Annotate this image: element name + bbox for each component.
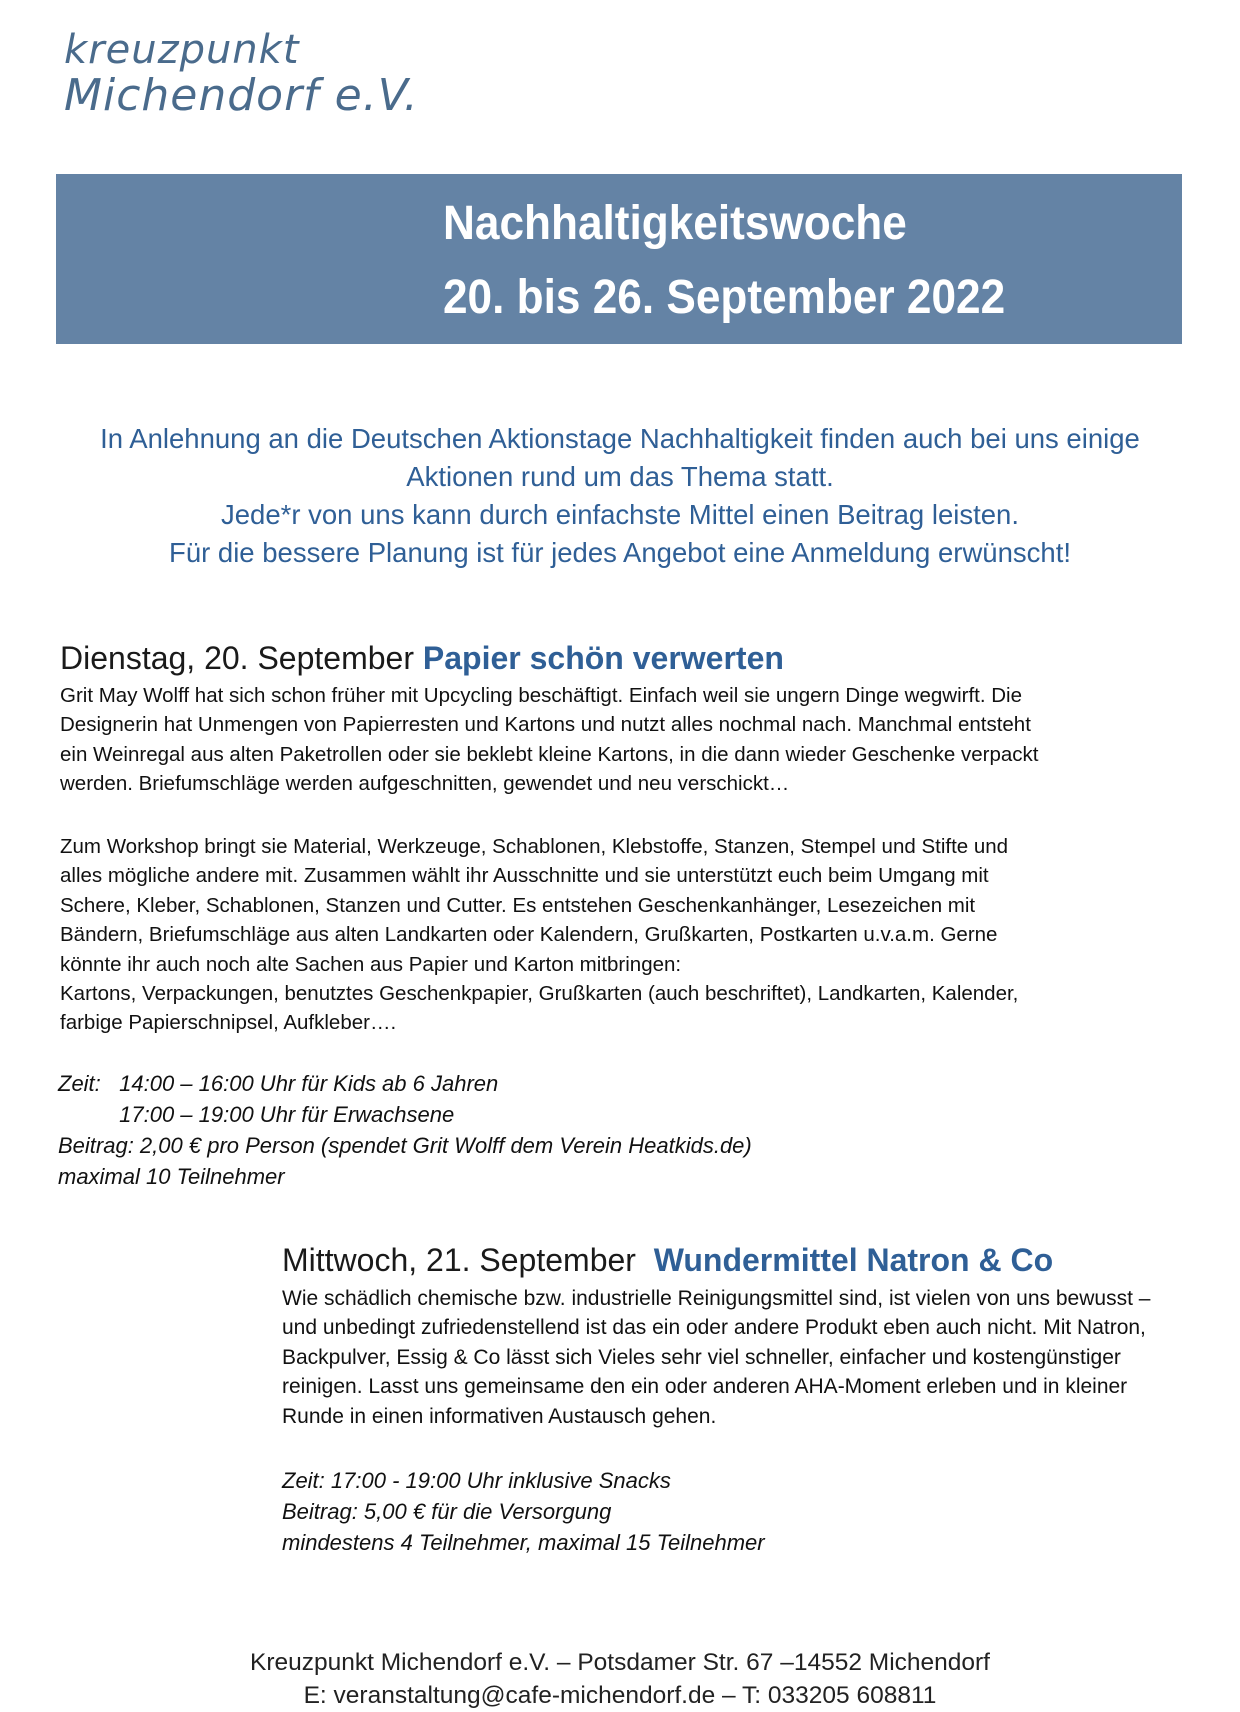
footer-contact: E: veranstaltung@cafe-michendorf.de – T: 033205 608811 <box>303 1682 937 1709</box>
text-line: reinigen. Lasst uns gemeinsame den ein oder anderen AHA-Moment erleben und in kleiner <box>282 1375 1128 1399</box>
intro-text <box>40 420 1200 572</box>
event1-title: Papier schön verwerten <box>422 640 784 676</box>
event1-paragraph-1 <box>60 681 1039 799</box>
text-line: Designerin hat Unmengen von Papierresten und Kartons und nutzt alles nochmal nach. Manchmal entsteht <box>60 713 1031 737</box>
detail-line: Zeit: 14:00 – 16:00 Uhr für Kids ab 6 Jahren <box>58 1071 499 1096</box>
text-line: werden. Briefumschläge werden aufgeschnitten, gewendet und neu verschickt… <box>60 772 790 796</box>
event2-day: Mittwoch, 21. September <box>282 1242 645 1278</box>
event1-heading <box>60 638 784 678</box>
footer-address: Kreuzpunkt Michendorf e.V. – Potsdamer Str. 67 –14552 Michendorf <box>250 1649 990 1676</box>
detail-line: mindestens 4 Teilnehmer, maximal 15 Teilnehmer <box>282 1530 765 1555</box>
logo-line-2: Michendorf e.V. <box>64 70 419 121</box>
text-line: Kartons, Verpackungen, benutztes Geschenkpapier, Grußkarten (auch beschriftet), Landkarten, Kalender, <box>60 982 1019 1006</box>
detail-line: Zeit: 17:00 - 19:00 Uhr inklusive Snacks <box>282 1468 671 1493</box>
text-line: Zum Workshop bringt sie Material, Werkzeuge, Schablonen, Klebstoffe, Stanzen, Stempel und Stifte und <box>60 835 1009 858</box>
event2-title: Wundermittel Natron & Co <box>653 1242 1054 1278</box>
intro-line: Jede*r von uns kann durch einfachste Mittel einen Beitrag leisten. <box>221 499 1019 530</box>
contact-footer <box>250 1646 990 1712</box>
text-line: und unbedingt zufriedenstellend ist das ein oder andere Produkt eben auch nicht. Mit Natron, <box>282 1316 1146 1340</box>
event1-day: Dienstag, 20. September <box>60 640 414 676</box>
organization-logo <box>64 27 419 121</box>
text-line: alles mögliche andere mit. Zusammen wählt ihr Ausschnitte und sie unterstützt euch beim Umgang mit <box>60 864 989 888</box>
detail-line: Beitrag: 5,00 € für die Versorgung <box>282 1499 612 1524</box>
event2-paragraph <box>282 1284 1150 1431</box>
detail-line: 17:00 – 19:00 Uhr für Erwachsene <box>58 1102 455 1127</box>
text-line: farbige Papierschnipsel, Aufkleber…. <box>60 1011 397 1035</box>
text-line: Grit May Wolff hat sich schon früher mit Upcycling beschäftigt. Einfach weil sie ungern Dinge wegwirft. Die <box>60 684 1023 707</box>
text-line: Backpulver, Essig & Co lässt sich Vieles sehr viel schneller, einfacher und kostengünstiger <box>282 1345 1121 1369</box>
event-date-range: 20. bis 26. September 2022 <box>443 271 1006 324</box>
event1-paragraph-2 <box>60 832 1018 1038</box>
detail-line: maximal 10 Teilnehmer <box>58 1164 285 1189</box>
text-line: Runde in einen informativen Austausch gehen. <box>282 1404 717 1428</box>
text-line: Schere, Kleber, Schablonen, Stanzen und Cutter. Es entstehen Geschenkanhänger, Lesezeichen mit <box>60 893 976 917</box>
intro-line: In Anlehnung an die Deutschen Aktionstage Nachhaltigkeit finden auch bei uns einige <box>100 423 1140 454</box>
event2-heading <box>282 1240 1053 1280</box>
intro-line: Für die bessere Planung ist für jedes Angebot eine Anmeldung erwünscht! <box>169 537 1071 568</box>
logo-line-1: kreuzpunkt <box>64 27 300 73</box>
text-line: könnte ihr auch noch alte Sachen aus Papier und Karton mitbringen: <box>60 952 682 976</box>
page-title: Nachhaltigkeitswoche <box>443 197 907 250</box>
event2-details <box>282 1465 765 1558</box>
text-line: Bändern, Briefumschläge aus alten Landkarten oder Kalendern, Grußkarten, Postkarten u.v.a.m. Gerne <box>60 923 998 947</box>
intro-line: Aktionen rund um das Thema statt. <box>406 461 834 492</box>
event1-details <box>58 1068 752 1192</box>
text-line: Wie schädlich chemische bzw. industrielle Reinigungsmittel sind, ist vielen von uns bewusst – <box>282 1287 1151 1310</box>
detail-line: Beitrag: 2,00 € pro Person (spendet Grit Wolff dem Verein Heatkids.de) <box>58 1133 752 1158</box>
title-banner <box>56 174 1182 344</box>
text-line: ein Weinregal aus alten Paketrollen oder sie beklebt kleine Kartons, in die dann wieder Geschenke verpackt <box>60 742 1039 766</box>
